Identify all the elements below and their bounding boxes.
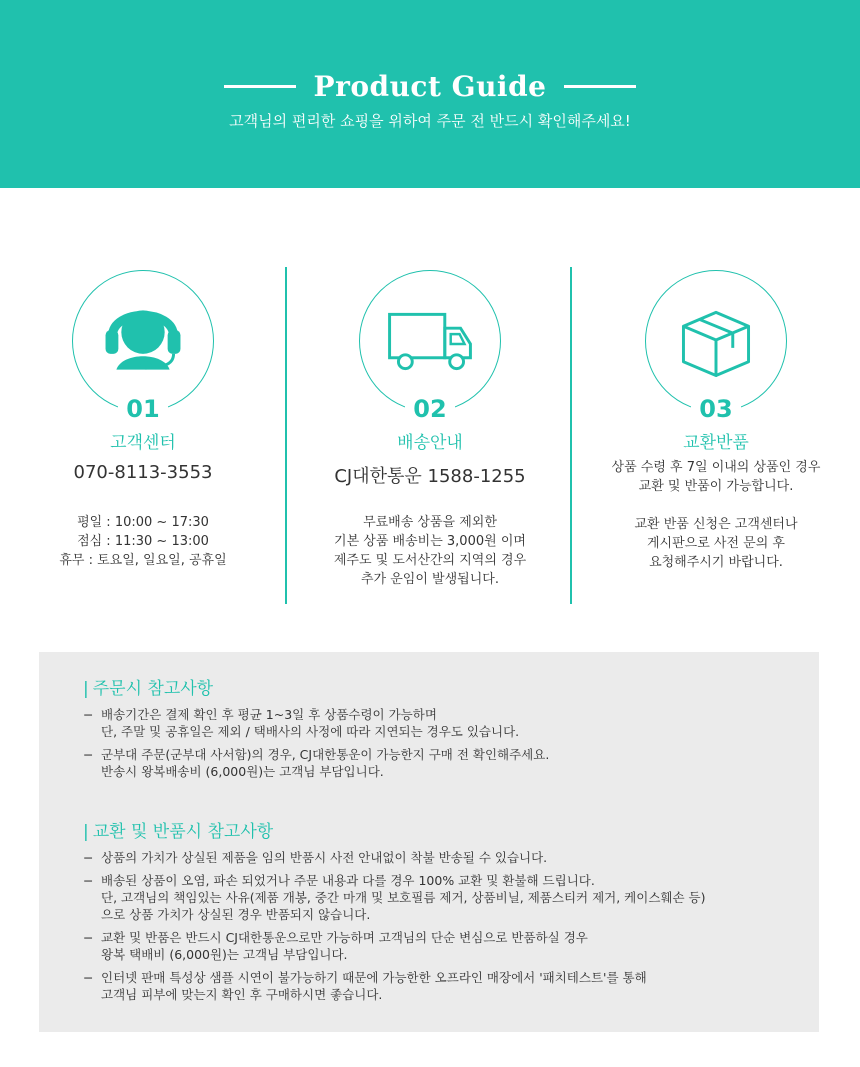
list-item: [83, 872, 803, 923]
headset-icon: [73, 271, 213, 411]
page-subtitle: 고객님의 편리한 쇼핑을 위하여 주문 전 반드시 확인해주세요!: [229, 112, 631, 130]
item-line: 교환 및 반품은 반드시 CJ대한통운으로만 가능하며 고객님의 단순 변심으로 반품하실 경우: [101, 930, 588, 945]
header-title-row: [0, 70, 860, 103]
item-line: 단, 고객님의 책임있는 사유(제품 개봉, 중간 마개 및 보호필름 제거, 상품비닐, 제품스티커 제거, 케이스훼손 등): [101, 890, 706, 905]
step-number: 01: [118, 394, 168, 424]
page-title: Product Guide: [313, 70, 547, 103]
returns-line: 교환 반품 신청은 고객센터나: [634, 517, 798, 532]
returns-line: 상품 수령 후 7일 이내의 상품인 경우: [611, 460, 821, 475]
item-line: 으로 상품 가치가 상실된 경우 반품되지 않습니다.: [101, 907, 371, 922]
section-title-text: 주문시 참고사항: [92, 679, 214, 699]
returns-line: 교환 및 반품이 가능합니다.: [638, 479, 794, 494]
item-line: 군부대 주문(군부대 사서함)의 경우, CJ대한통운이 가능한지 구매 전 확인해주세요.: [101, 747, 550, 762]
box-icon: [646, 271, 786, 411]
returns-text: [573, 458, 859, 572]
returns-line: 게시판으로 사전 문의 후: [647, 536, 785, 551]
icon-circle: [359, 270, 501, 412]
section-title-order: [83, 674, 213, 699]
delivery-line: 제주도 및 도서산간의 지역의 경우: [333, 553, 527, 568]
list-item: [83, 969, 803, 1003]
delivery-line: 기본 상품 배송비는 3,000원 이며: [334, 534, 526, 549]
item-line: 인터넷 판매 특성상 샘플 시연이 불가능하기 때문에 가능한한 오프라인 매장에서 '패치테스트'를 통해: [101, 970, 647, 985]
step-number: 03: [691, 394, 741, 424]
item-line: 반송시 왕복배송비 (6,000원)는 고객님 부담입니다.: [101, 764, 384, 779]
hours-text: [0, 513, 286, 570]
dash-bullet: −: [83, 873, 94, 888]
item-line: 배송기간은 결제 확인 후 평균 1~3일 후 상품수령이 가능하며: [101, 707, 437, 722]
list-item: [83, 746, 803, 780]
header-banner: [0, 0, 860, 188]
dash-bullet: −: [83, 850, 94, 865]
returns-notes-list: [83, 849, 803, 1009]
list-item: [83, 929, 803, 963]
dash-bullet: −: [83, 970, 94, 985]
hours-line: 점심 : 11:30 ~ 13:00: [77, 534, 209, 549]
title-bar: |: [83, 679, 89, 699]
hours-line: 휴무 : 토요일, 일요일, 공휴일: [59, 553, 227, 568]
item-line: 상품의 가치가 상실된 제품을 임의 반품시 사전 안내없이 착불 반송될 수 있습니다.: [101, 850, 548, 865]
column-title: 고객센터: [110, 433, 176, 453]
title-bar: |: [83, 822, 89, 842]
title-left-line: [224, 85, 296, 88]
spacer: [573, 496, 859, 515]
dash-bullet: −: [83, 707, 94, 722]
delivery-line: 무료배송 상품을 제외한: [363, 515, 497, 530]
column-title: 배송안내: [397, 433, 463, 453]
list-item: [83, 849, 803, 866]
column-title: 교환반품: [683, 433, 749, 453]
returns-line: 요청해주시기 바랍니다.: [649, 555, 783, 570]
item-line: 단, 주말 및 공휴일은 제외 / 택배사의 사정에 따라 지연되는 경우도 있습니다.: [101, 724, 520, 739]
icon-circle: [72, 270, 214, 412]
step-number: 02: [405, 394, 455, 424]
icon-circle: [645, 270, 787, 412]
item-line: 왕복 택배비 (6,000원)는 고객님 부담입니다.: [101, 947, 348, 962]
item-line: 고객님 피부에 맞는지 확인 후 구매하시면 좋습니다.: [101, 987, 383, 1002]
delivery-line: 추가 운임이 발생됩니다.: [361, 572, 499, 587]
section-title-returns: [83, 817, 273, 842]
phone-number: 070-8113-3553: [73, 462, 213, 483]
delivery-text: [287, 513, 573, 589]
courier-info: CJ대한통운 1588-1255: [334, 466, 526, 487]
item-line: 배송된 상품이 오염, 파손 되었거나 주문 내용과 다를 경우 100% 교환 및 환불해 드립니다.: [101, 873, 595, 888]
truck-icon: [360, 271, 500, 411]
hours-line: 평일 : 10:00 ~ 17:30: [77, 515, 209, 530]
order-notes-list: [83, 706, 803, 786]
list-item: [83, 706, 803, 740]
dash-bullet: −: [83, 930, 94, 945]
section-title-text: 교환 및 반품시 참고사항: [92, 822, 274, 842]
notice-box: [39, 652, 819, 1032]
dash-bullet: −: [83, 747, 94, 762]
title-right-line: [564, 85, 636, 88]
